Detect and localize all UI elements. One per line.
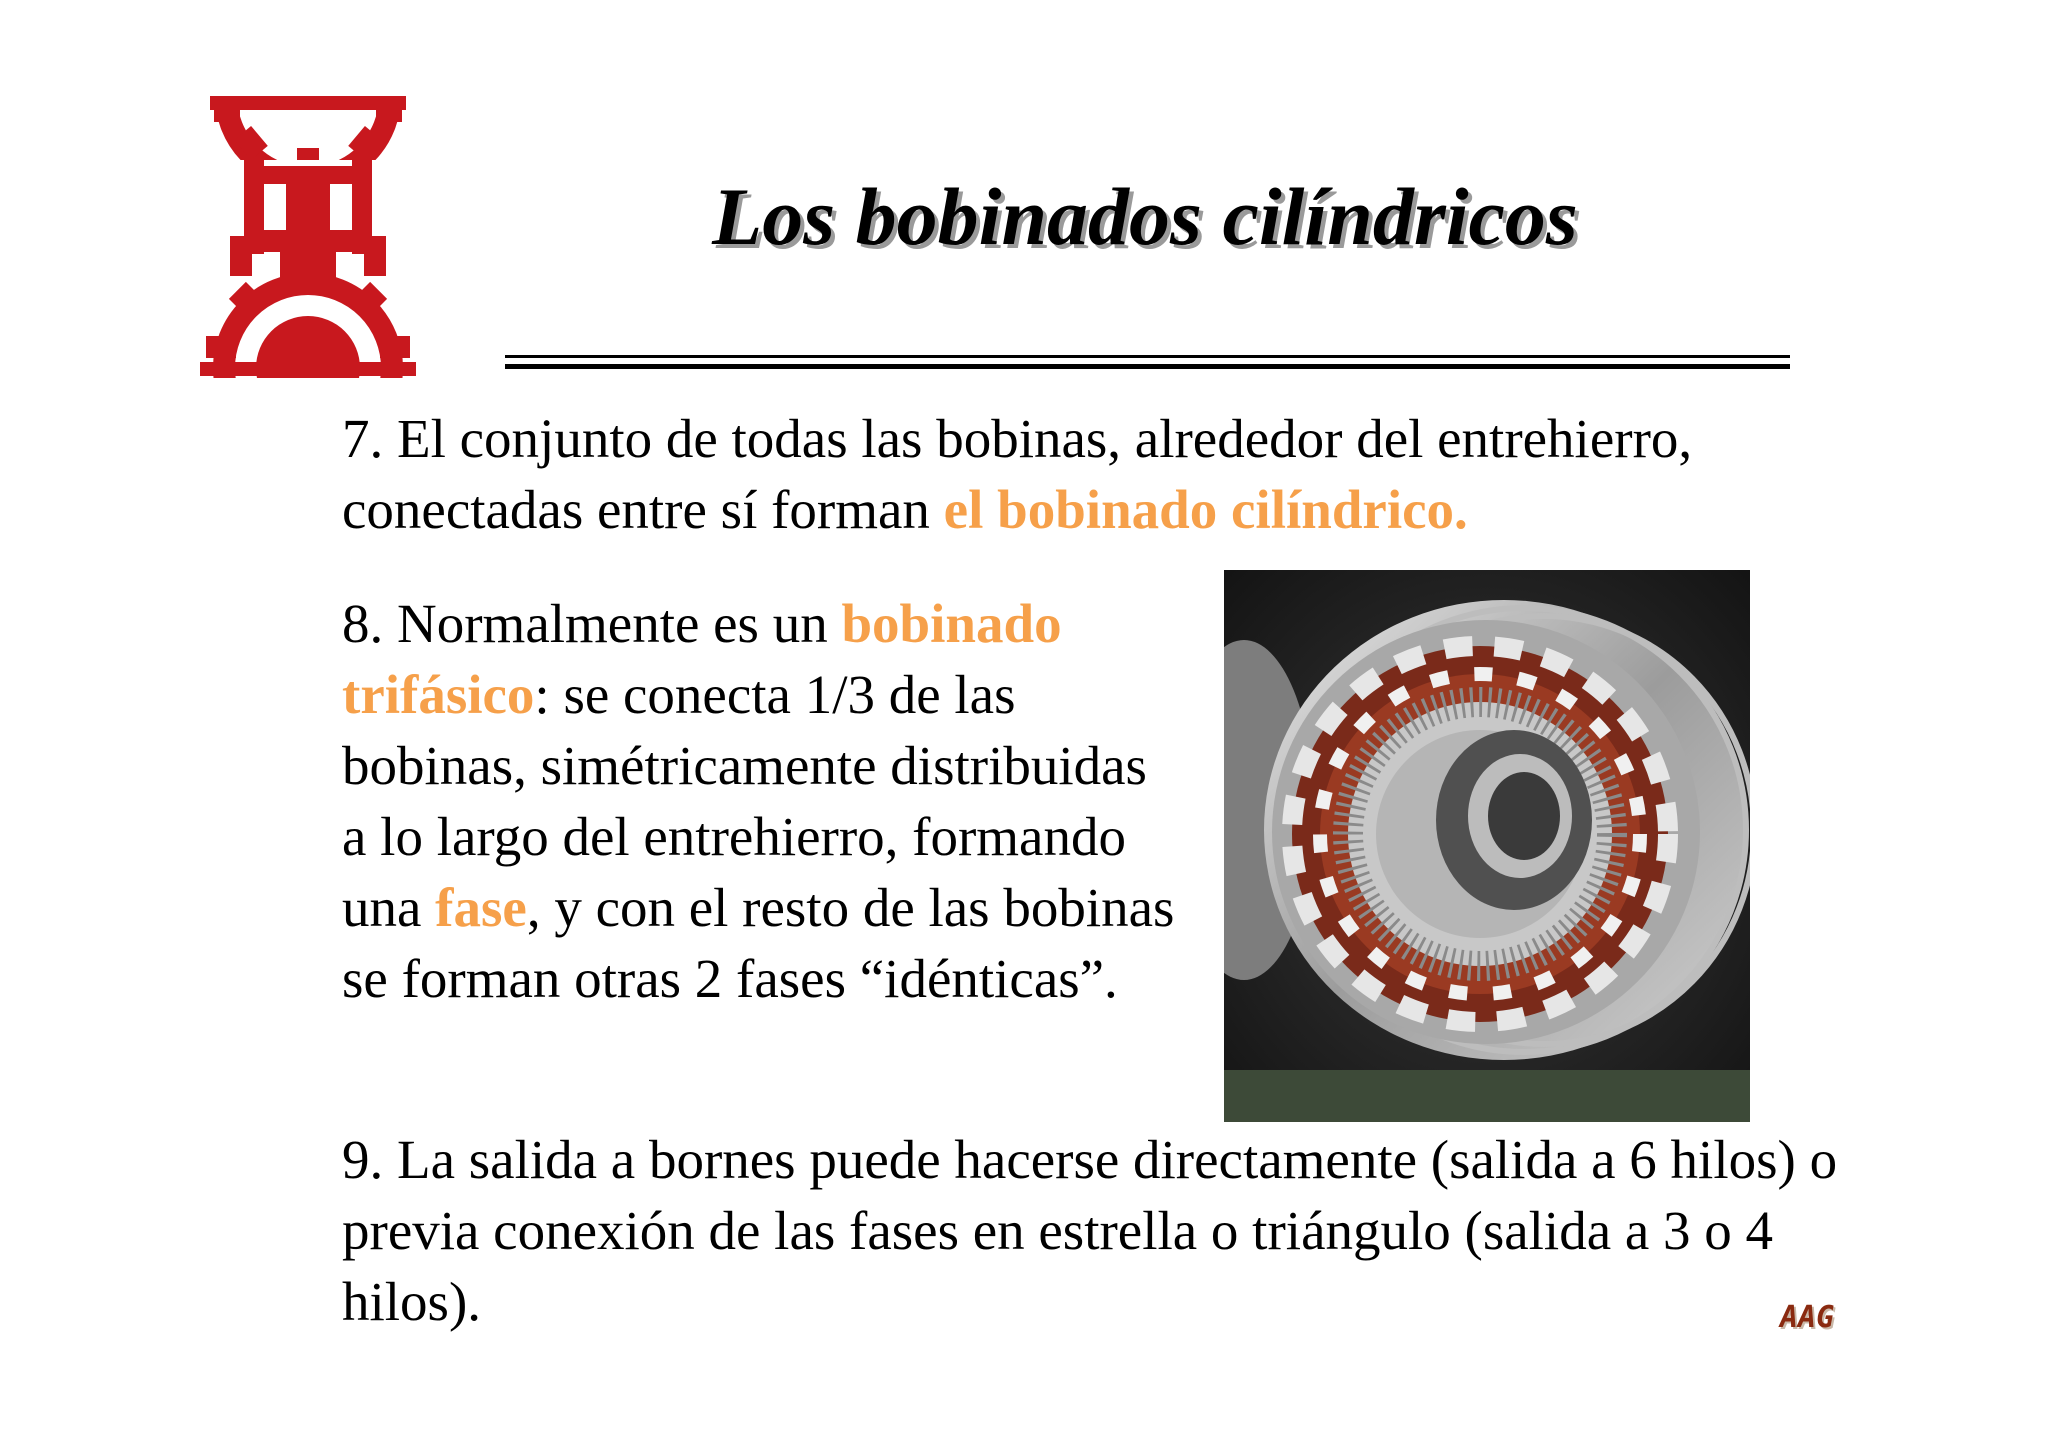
slide-title: Los bobinados cilíndricos: [712, 171, 1578, 262]
highlight-fase: fase: [435, 877, 527, 938]
highlight-bobinado-cilindrico: el bobinado cilíndrico.: [943, 479, 1468, 540]
red-gear-hourglass-logo-icon: [200, 96, 416, 378]
title-divider-bottom: [505, 364, 1790, 369]
highlight-bobinado-trifasico: bobinado trifásico: [342, 593, 1062, 725]
paragraph-8: 8. Normalmente es un bobinado trifásico: se conecta 1/3 de las bobinas, simétricamente distribuidas a lo largo del entrehierro, formando una fase, y con el resto de las bobinas se forman otras 2 fases “idénticas”.: [342, 593, 1175, 1009]
paragraph-7: 7. El conjunto de todas las bobinas, alrededor del entrehierro, conectadas entre sí forman el bobinado cilíndrico.: [342, 408, 1693, 540]
stator-winding-photo: [1224, 570, 1750, 1122]
title-divider-top: [505, 355, 1790, 358]
author-mark: AAG: [1780, 1300, 1835, 1335]
paragraph-9: 9. La salida a bornes puede hacerse directamente (salida a 6 hilos) o previa conexión de las fases en estrella o triángulo (salida a 3 o 4 hilos).: [342, 1129, 1838, 1332]
